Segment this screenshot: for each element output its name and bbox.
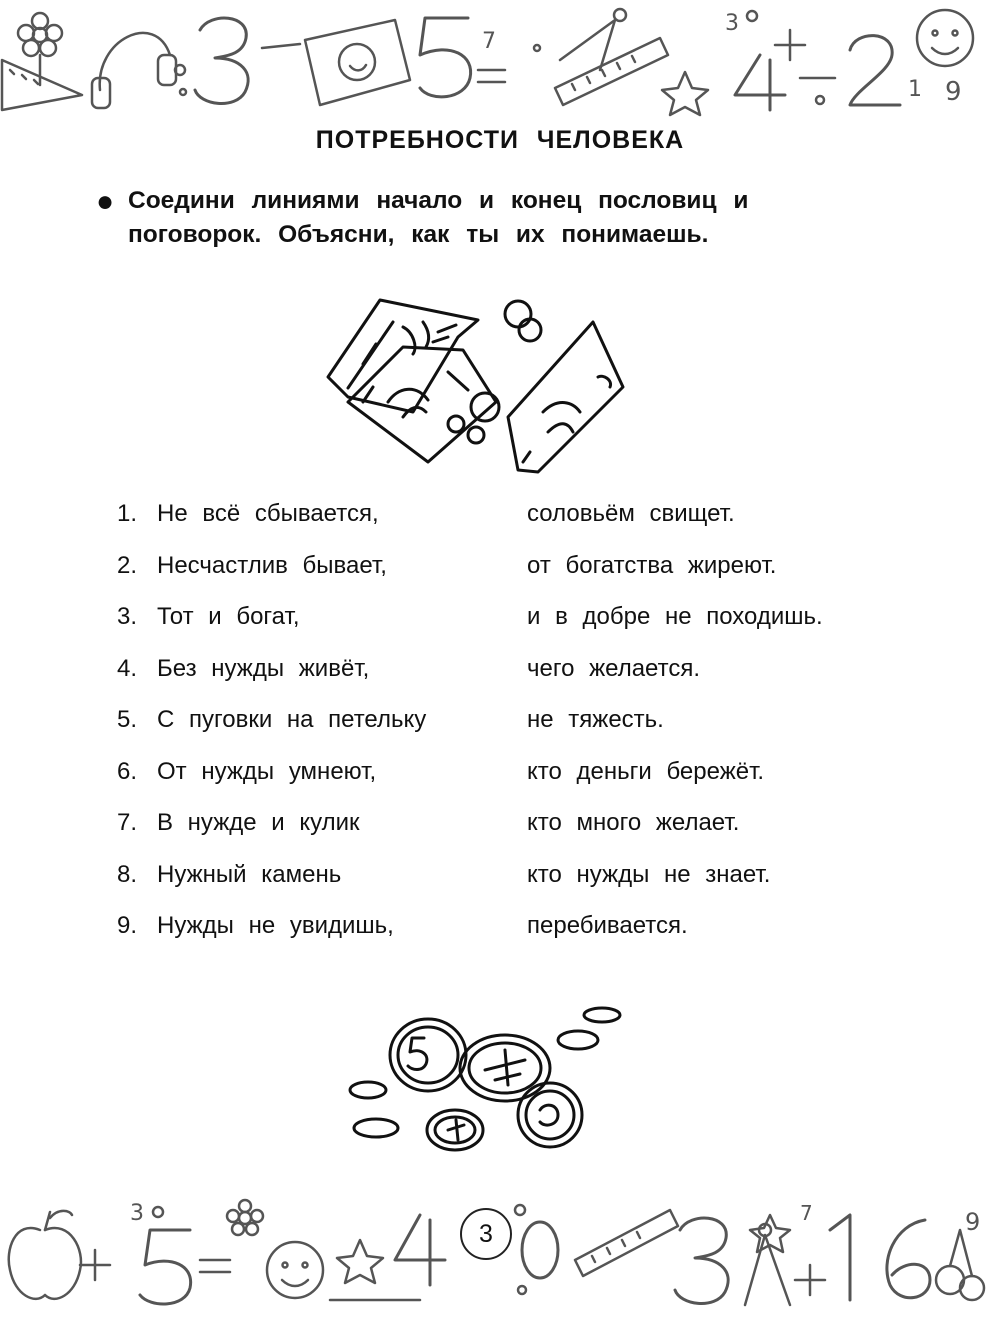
proverb-number: 9. <box>117 912 138 939</box>
number-2-doodle <box>850 36 900 105</box>
page-number: 3 <box>460 1208 512 1260</box>
proverb-ending[interactable]: и в добре не походишь. <box>527 603 823 630</box>
proverb-ending[interactable]: чего желается. <box>527 654 700 682</box>
number-6-doodle <box>887 1220 930 1298</box>
minus-doodle <box>262 44 300 48</box>
plus-doodle <box>775 30 805 60</box>
banknote-icon <box>508 322 623 472</box>
proverb-number: 6. <box>117 757 138 785</box>
proverb-row <box>0 494 1000 546</box>
star-doodle-icon <box>662 72 708 115</box>
money-illustration <box>318 292 638 482</box>
banknote-icon <box>328 300 478 412</box>
proverb-beginning[interactable]: Не всё сбывается, <box>157 500 379 527</box>
bullet: ● <box>96 185 115 218</box>
svg-text:9: 9 <box>945 77 962 107</box>
coins-illustration <box>340 1000 630 1162</box>
proverb-beginning[interactable]: В нужде и кулик <box>157 809 360 836</box>
number-3-doodle <box>675 1218 728 1303</box>
proverb-row <box>0 906 1000 958</box>
proverb-ending[interactable]: кто нужды не знает. <box>527 860 771 888</box>
svg-text:1: 1 <box>908 77 922 102</box>
proverb-ending[interactable]: не тяжесть. <box>527 706 664 733</box>
number-5-doodle <box>420 18 471 97</box>
number-5-doodle <box>140 1230 191 1304</box>
cherries-icon <box>936 1230 984 1300</box>
proverb-beginning[interactable]: Тот и богат, <box>157 603 300 630</box>
ruler-doodle-icon <box>555 38 668 105</box>
proverb-ending[interactable]: соловьём свищет. <box>527 500 735 527</box>
top-doodle-border <box>0 0 1000 120</box>
coin-icon <box>448 301 541 443</box>
proverb-number: 2. <box>117 551 138 579</box>
proverb-number: 8. <box>117 860 138 888</box>
coin-icon <box>460 1035 550 1101</box>
proverb-beginning[interactable]: Нужды не увидишь, <box>157 912 394 939</box>
proverb-number: 3. <box>117 603 138 630</box>
number-0-doodle <box>522 1222 558 1278</box>
number-1-doodle <box>830 1215 850 1300</box>
plus-doodle <box>80 1250 110 1280</box>
smiley-face-icon <box>267 1242 323 1298</box>
banknote-doodle-icon <box>305 20 410 105</box>
proverb-beginning[interactable]: С пуговки на петельку <box>157 706 427 733</box>
proverb-number: 5. <box>117 706 138 733</box>
proverb-beginning[interactable]: Без нужды живёт, <box>157 654 370 682</box>
page-title: ПОТРЕБНОСТИ ЧЕЛОВЕКА <box>315 126 685 154</box>
proverb-row <box>0 597 1000 649</box>
svg-text:9: 9 <box>965 1208 981 1236</box>
proverb-row <box>0 700 1000 752</box>
smiley-face-icon <box>917 10 973 66</box>
proverb-ending[interactable]: от богатства жиреют. <box>527 551 777 579</box>
proverbs-list <box>0 494 1000 958</box>
number-3-doodle <box>195 18 248 103</box>
number-4-doodle <box>735 55 785 110</box>
proverb-beginning[interactable]: Нужный камень <box>157 860 342 888</box>
ruler-doodle-icon <box>575 1210 678 1276</box>
proverb-row <box>0 546 1000 598</box>
proverb-beginning[interactable]: Несчастлив бывает, <box>157 551 387 579</box>
proverb-number: 1. <box>117 500 138 527</box>
coin-icon <box>390 1019 466 1091</box>
svg-text:3: 3 <box>130 1201 144 1226</box>
equals-doodle <box>200 1260 230 1272</box>
proverb-ending[interactable]: кто много желает. <box>527 809 740 836</box>
set-square-icon <box>2 60 82 110</box>
coin-icon <box>518 1083 582 1147</box>
proverb-row <box>0 752 1000 804</box>
banknote-icon <box>348 347 496 462</box>
apple-icon <box>9 1211 81 1299</box>
svg-text:7: 7 <box>800 1201 813 1225</box>
proverb-ending[interactable]: перебивается. <box>527 912 688 939</box>
proverb-ending[interactable]: кто деньги бережёт. <box>527 757 765 785</box>
proverb-beginning[interactable]: От нужды умнеют, <box>157 757 377 785</box>
number-4-doodle <box>395 1215 445 1285</box>
coin-icon <box>427 1110 483 1150</box>
headphones-icon <box>92 33 176 108</box>
proverb-number: 7. <box>117 809 138 836</box>
svg-text:3: 3 <box>725 11 739 36</box>
plus-doodle-2 <box>795 1265 825 1295</box>
flower-icon <box>227 1200 263 1235</box>
star-doodle-icon <box>337 1240 383 1283</box>
compass-doodle-icon <box>560 9 626 70</box>
proverb-row <box>0 803 1000 855</box>
proverb-row <box>0 649 1000 701</box>
flower-icon <box>18 13 62 85</box>
instruction-text: Соедини линиями начало и конец пословиц и поговорок. Объясни, как ты их понимаешь. <box>128 187 749 248</box>
proverb-number: 4. <box>117 654 138 682</box>
equals-doodle <box>478 70 505 82</box>
proverb-row <box>0 855 1000 907</box>
coin-icon <box>350 1008 620 1137</box>
svg-text:7: 7 <box>482 29 496 54</box>
